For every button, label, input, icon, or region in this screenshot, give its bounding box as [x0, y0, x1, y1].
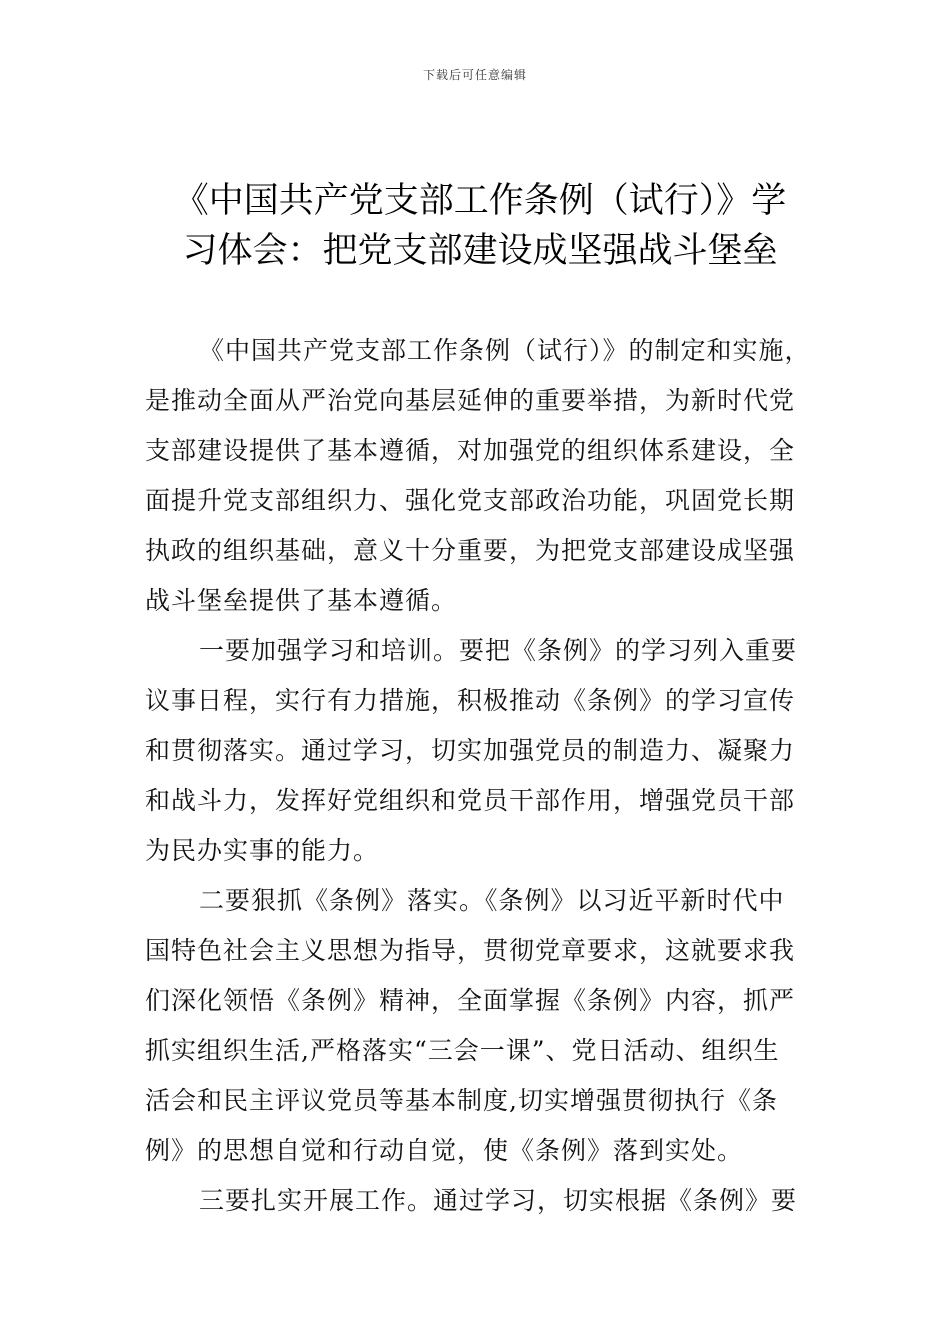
document-body [145, 326, 815, 1226]
text-line: 活会和民主评议党员等基本制度,切实增强贯彻执行《条 [145, 1086, 778, 1115]
text-line: 支部建设提供了基本遵循，对加强党的组织体系建设，全 [145, 436, 796, 465]
text-line: 二要狠抓《条例》落实。《条例》以习近平新时代中 [199, 886, 785, 915]
text-line: 执政的组织基础，意义十分重要，为把党支部建设成坚强 [145, 536, 796, 565]
text-line: 为民办实事的能力。 [145, 836, 380, 865]
text-line: 例》的思想自觉和行动自觉，使《条例》落到实处。 [145, 1136, 744, 1165]
text-line: 议事日程，实行有力措施，积极推动《条例》的学习宣传 [145, 686, 796, 715]
title-line-2: 习体会：把党支部建设成坚强战斗堡垒 [182, 231, 778, 271]
header-note: 下载后可任意编辑 [422, 68, 527, 82]
text-line: 和战斗力，发挥好党组织和党员干部作用，增强党员干部 [145, 786, 796, 815]
text-line: 面提升党支部组织力、强化党支部政治功能，巩固党长期 [145, 486, 796, 515]
text-line: 抓实组织生活,严格落实“三会一课”、党日活动、组织生 [145, 1036, 780, 1065]
paragraph-1 [145, 326, 815, 626]
paragraph-3 [145, 876, 815, 1176]
title-line-1: 《中国共产党支部工作条例（试行）》学 [173, 181, 787, 221]
text-line: 们深化领悟《条例》精神，全面掌握《条例》内容，抓严 [145, 986, 796, 1015]
text-line: 是推动全面从严治党向基层延伸的重要举措，为新时代党 [145, 386, 796, 415]
text-line: 《中国共产党支部工作条例（试行）》的制定和实施， [199, 336, 811, 365]
paragraph-4 [145, 1176, 815, 1226]
document-title [140, 176, 820, 276]
text-line: 和贯彻落实。通过学习，切实加强党员的制造力、凝聚力 [145, 736, 796, 765]
text-line: 国特色社会主义思想为指导，贯彻党章要求，这就要求我 [145, 936, 796, 965]
text-line: 战斗堡垒提供了基本遵循。 [145, 586, 458, 615]
paragraph-2 [145, 626, 815, 876]
text-line: 一要加强学习和培训。要把《条例》的学习列入重要 [199, 636, 798, 665]
text-line: 三要扎实开展工作。通过学习，切实根据《条例》要 [199, 1186, 798, 1215]
